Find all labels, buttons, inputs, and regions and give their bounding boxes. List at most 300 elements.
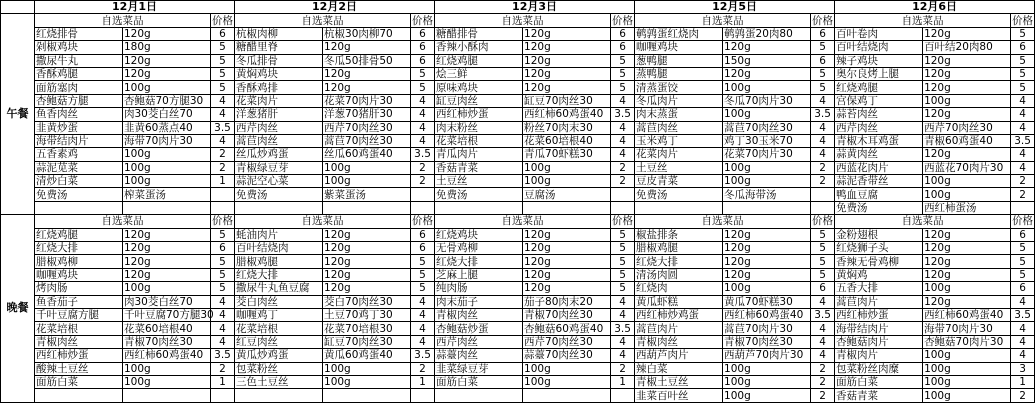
- dish-name: 芝麻上腿: [435, 268, 523, 281]
- dish-portion: 120g: [123, 54, 211, 67]
- dish-portion: 千叶豆腐70方腿30: [124, 309, 214, 322]
- dish-price: 5: [211, 282, 235, 295]
- dish-portion: 杏鲍菇70方腿30: [123, 94, 211, 107]
- dish-portion: 100g: [123, 375, 211, 388]
- dish-portion: 西红柿60鸡蛋40: [523, 108, 611, 121]
- dish-price: 5: [1011, 54, 1035, 67]
- dish-name: 西红柿炒蛋: [35, 349, 123, 362]
- dish-portion: 蒿苣70肉丝30: [723, 121, 811, 134]
- dish-name: 西蓝花肉片: [835, 161, 923, 174]
- dish-portion: 120g: [323, 255, 411, 268]
- empty-cell: [123, 389, 211, 402]
- soup-name: 西红柿蛋汤: [923, 201, 1011, 214]
- dish-price: 4: [1011, 108, 1035, 121]
- dish-name: 土豆丝: [435, 175, 523, 188]
- dish-price: 3.5: [211, 349, 235, 362]
- dish-portion: 100g: [923, 175, 1011, 188]
- dish-name: 红豆肉丝: [235, 335, 323, 348]
- dish-portion: 100g: [123, 362, 211, 375]
- dish-price: 6: [411, 54, 435, 67]
- empty-cell: [611, 201, 635, 214]
- dish-name: 蒜泥空心菜: [235, 175, 323, 188]
- dish-price: 4: [811, 335, 835, 348]
- dish-section-header: 自选菜品: [35, 14, 211, 27]
- day-date-header: 12月2日: [235, 1, 435, 14]
- dish-name: 香酥鸡腿: [35, 67, 123, 80]
- soup-name: 紫菜蛋汤: [323, 188, 411, 201]
- dish-section-header: 自选菜品: [835, 14, 1011, 27]
- dish-name: 蒜薹肉丝: [435, 349, 523, 362]
- dish-name: 青瓜肉片: [435, 148, 523, 161]
- dish-name: 冬瓜肉片: [635, 94, 723, 107]
- dish-portion: 100g: [923, 375, 1011, 388]
- empty-cell: [235, 201, 323, 214]
- dish-price: 3.5: [611, 322, 635, 335]
- dish-section-header: 自选菜品: [635, 215, 811, 228]
- day-date-header: 12月6日: [835, 1, 1035, 14]
- dish-name: 红烧狮子头: [835, 242, 923, 255]
- dish-portion: 西红柿60鸡蛋40: [723, 308, 811, 321]
- dish-price: 6: [1011, 41, 1035, 54]
- dish-price: 4: [211, 134, 235, 147]
- dish-portion: 鸡丁30玉米70: [723, 134, 811, 147]
- dish-name: 面筋白菜: [35, 375, 123, 388]
- dish-name: 红烧肉: [635, 282, 723, 295]
- empty-cell: [211, 188, 235, 201]
- dish-price: 4: [611, 134, 635, 147]
- dish-price: 4: [1011, 161, 1035, 174]
- soup-label: 免费汤: [235, 188, 323, 201]
- dish-name: 杏鲍菇肉片: [835, 335, 923, 348]
- dish-name: 土豆丝: [635, 161, 723, 174]
- dish-portion: 120g: [923, 81, 1011, 94]
- dish-name: 糖醋里脊: [235, 41, 323, 54]
- dish-price: 2: [611, 362, 635, 375]
- dish-name: 杭椒肉柳: [235, 27, 323, 40]
- dish-portion: 丝瓜60鸡蛋40: [323, 148, 411, 161]
- dish-portion: 蒜薹70肉丝30: [523, 349, 611, 362]
- dish-price: 4: [411, 308, 435, 321]
- dish-portion: 120g: [923, 27, 1011, 40]
- dish-price: 3: [1011, 362, 1035, 375]
- dish-price: 4: [811, 134, 835, 147]
- dish-portion: 100g: [723, 161, 811, 174]
- dish-portion: 120g: [123, 67, 211, 80]
- soup-name: 榨菜蛋汤: [123, 188, 211, 201]
- dish-portion: 120g: [723, 228, 811, 241]
- dish-name: 丝瓜炒鸡蛋: [235, 148, 323, 161]
- dish-name: 腊椒鸡柳: [35, 255, 123, 268]
- dish-name: 红烧鸡腿: [835, 81, 923, 94]
- dish-price: 5: [611, 67, 635, 80]
- dish-name: 红烧大排: [35, 242, 123, 255]
- dish-name: 缸豆肉丝: [435, 94, 523, 107]
- dish-name: 蒿苣肉片: [835, 295, 923, 308]
- dish-name: 红烧鸡腿: [435, 54, 523, 67]
- dish-portion: 120g: [323, 67, 411, 80]
- dish-portion: 120g: [523, 282, 611, 295]
- dish-name: 腊椒鸡腿: [635, 242, 723, 255]
- dish-price: 6: [611, 27, 635, 40]
- dish-price: 4: [611, 335, 635, 348]
- dish-price: 5: [211, 54, 235, 67]
- dish-price: 1: [211, 175, 235, 188]
- dish-name: 清炒白菜: [35, 175, 123, 188]
- dish-name: 奥尔良烤上腿: [835, 67, 923, 80]
- dish-name: 红烧排骨: [35, 27, 123, 40]
- dish-price: 4: [811, 295, 835, 308]
- dish-portion: 西红柿60鸡蛋40: [923, 308, 1011, 321]
- dish-portion: 杏鲍菇60鸡蛋40: [523, 322, 611, 335]
- dish-name: 香菇青菜: [435, 161, 523, 174]
- dish-portion: 西蓝花70肉片30: [923, 161, 1011, 174]
- dish-price: 4: [411, 121, 435, 134]
- dish-price: 4: [411, 108, 435, 121]
- empty-cell: [435, 389, 523, 402]
- soup-name: 豆腐汤: [523, 188, 611, 201]
- dish-portion: 茄子80肉末20: [523, 295, 611, 308]
- dish-portion: 海带70肉片30: [923, 322, 1011, 335]
- dish-portion: 百叶结20肉80: [923, 41, 1011, 54]
- dish-name: 原味鸡块: [435, 81, 523, 94]
- dish-portion: 蒿苣70肉片30: [723, 322, 811, 335]
- dish-portion: 青椒70肉丝30: [723, 335, 811, 348]
- dish-name: 无骨鸡柳: [435, 242, 523, 255]
- dish-portion: 土豆70鸡丁30: [323, 308, 411, 321]
- dish-portion: 120g: [523, 81, 611, 94]
- dish-portion: 100g: [923, 282, 1011, 295]
- dish-price: 4: [1011, 322, 1035, 335]
- dish-portion: 100g: [923, 362, 1011, 375]
- dish-portion: 120g: [923, 255, 1011, 268]
- dish-name: 韭黄炒蛋: [35, 121, 123, 134]
- dish-name: 撒尿牛丸鱼豆腐: [235, 282, 323, 295]
- dish-price: 4: [1011, 349, 1035, 362]
- dish-price: 6: [211, 27, 235, 40]
- dish-portion: 黄瓜70虾糕30: [723, 295, 811, 308]
- dish-price: 2: [611, 161, 635, 174]
- dish-price: 5: [611, 228, 635, 241]
- dish-price: 5: [1011, 255, 1035, 268]
- dish-portion: 120g: [923, 268, 1011, 281]
- dish-price: 5: [811, 67, 835, 80]
- dish-price: 3.5: [1011, 134, 1035, 147]
- empty-cell: [211, 201, 235, 214]
- dish-portion: 冬瓜50排骨50: [323, 54, 411, 67]
- dish-price: 6: [411, 27, 435, 40]
- dish-name: 撒尿牛丸: [35, 54, 123, 67]
- dish-portion: 花菜70肉片30: [323, 94, 411, 107]
- dish-section-header: 自选菜品: [635, 14, 811, 27]
- dish-name: 咖喱鸡块: [35, 268, 123, 281]
- price-header: 价格: [212, 215, 233, 228]
- dish-name: 宫保鸡丁: [835, 94, 923, 107]
- dish-portion: 120g: [123, 228, 211, 241]
- dish-name: 茭白肉丝: [235, 295, 323, 308]
- dish-portion: 100g: [723, 175, 811, 188]
- dish-portion: 120g: [923, 108, 1011, 121]
- dish-portion: 花菜60培根40: [523, 134, 611, 147]
- dish-price: 4: [811, 322, 835, 335]
- dish-price: 4: [1011, 148, 1035, 161]
- dish-price: 4: [411, 335, 435, 348]
- dish-portion: 120g: [523, 41, 611, 54]
- dish-name: 黄焖鸡: [835, 268, 923, 281]
- dish-name: 蒜泥苋菜: [35, 161, 123, 174]
- dish-portion: 120g: [523, 228, 611, 241]
- dish-price: 4: [1011, 121, 1035, 134]
- dish-name: 香菇青菜: [835, 389, 923, 402]
- dish-name: 红烧鸡腿: [35, 228, 123, 241]
- dish-portion: 120g: [123, 255, 211, 268]
- dish-price: 2: [811, 375, 835, 388]
- dish-portion: 100g: [123, 81, 211, 94]
- dish-price: 5: [611, 282, 635, 295]
- dish-portion: 120g: [923, 67, 1011, 80]
- dish-price: 3.5: [211, 121, 235, 134]
- price-header: 价格: [1012, 215, 1034, 228]
- dish-portion: 西芹70肉丝30: [523, 335, 611, 348]
- empty-cell: [1011, 201, 1035, 214]
- day-date-header: 12月5日: [635, 1, 835, 14]
- dish-portion: 洋葱70猪肝30: [323, 108, 411, 121]
- dish-name: 黄瓜炒鸡蛋: [235, 349, 323, 362]
- dish-price: 2: [411, 362, 435, 375]
- dish-portion: 120g: [723, 67, 811, 80]
- dish-price: 4: [211, 322, 235, 335]
- dish-price: 2: [811, 362, 835, 375]
- dish-price: 3.5: [411, 349, 435, 362]
- dish-name: 花菜培根: [35, 322, 123, 335]
- empty-cell: [435, 201, 523, 214]
- dish-price: 5: [411, 282, 435, 295]
- price-header: 价格: [612, 14, 634, 27]
- dish-price: 5: [211, 67, 235, 80]
- dish-price: 6: [811, 282, 835, 295]
- dish-price: 4: [611, 148, 635, 161]
- empty-cell: [35, 389, 123, 402]
- dish-name: 蒿苣肉片: [635, 322, 723, 335]
- dish-price: 4: [611, 94, 635, 107]
- dish-portion: 120g: [323, 242, 411, 255]
- empty-cell: [523, 389, 611, 402]
- dish-price: 4: [611, 121, 635, 134]
- dish-name: 红烧大排: [235, 268, 323, 281]
- dish-name: 五香素鸡: [35, 148, 123, 161]
- dish-price: 5: [611, 242, 635, 255]
- dish-price: 2: [211, 362, 235, 375]
- dish-price: 5: [1011, 268, 1035, 281]
- dish-name: 青椒肉丝: [635, 335, 723, 348]
- dish-portion: 西芹70肉丝30: [323, 121, 411, 134]
- dish-portion: 100g: [723, 81, 811, 94]
- dish-portion: 100g: [523, 375, 611, 388]
- dish-portion: 缸豆70肉丝30: [523, 94, 611, 107]
- day-date-header: 12月1日: [35, 1, 235, 14]
- dish-portion: 120g: [323, 81, 411, 94]
- dish-section-header: 自选菜品: [835, 215, 1011, 228]
- dish-name: 红烧大排: [435, 255, 523, 268]
- dish-price: 3.5: [811, 308, 835, 321]
- dish-name: 青椒绿豆芽: [235, 161, 323, 174]
- dish-name: 青椒肉片: [835, 349, 923, 362]
- dish-portion: 120g: [923, 295, 1011, 308]
- dish-price: 6: [411, 41, 435, 54]
- dish-portion: 100g: [723, 282, 811, 295]
- dish-name: 青椒土豆丝: [635, 375, 723, 388]
- dish-name: 五香大排: [835, 282, 923, 295]
- dish-name: 肉末蒸蛋: [635, 108, 723, 121]
- dish-name: 黄瓜虾糕: [635, 295, 723, 308]
- dish-portion: 120g: [323, 228, 411, 241]
- dish-price: 4: [611, 295, 635, 308]
- dish-name: 花菜培根: [235, 322, 323, 335]
- dish-price: 5: [411, 81, 435, 94]
- dish-portion: 100g: [123, 148, 211, 161]
- dish-price: 3.5: [1011, 308, 1035, 321]
- dish-price: 5: [211, 255, 235, 268]
- dish-price: 2: [1011, 188, 1035, 201]
- dish-name: 蒿苣肉丝: [635, 121, 723, 134]
- dish-name: 西芹肉丝: [835, 121, 923, 134]
- dish-price: 5: [211, 41, 235, 54]
- dish-name: 纯肉肠: [435, 282, 523, 295]
- dish-name: 包菜粉丝: [235, 362, 323, 375]
- dish-portion: 100g: [523, 175, 611, 188]
- dish-portion: 花菜60培根40: [123, 322, 211, 335]
- dish-name: 西红柿炒蛋: [435, 108, 523, 121]
- dish-name: 酸辣土豆丝: [35, 362, 123, 375]
- price-header: 价格: [412, 14, 434, 27]
- dish-name: 葱鸭腿: [635, 54, 723, 67]
- dish-price: 6: [611, 41, 635, 54]
- dish-name: 三色土豆丝: [235, 375, 323, 388]
- dish-portion: 缸豆70肉丝30: [323, 335, 411, 348]
- dish-portion: 120g: [523, 268, 611, 281]
- dish-price: 5: [1011, 27, 1035, 40]
- dish-section-header: 自选菜品: [235, 215, 411, 228]
- empty-cell: [323, 201, 411, 214]
- soup-label: 免费汤: [35, 188, 123, 201]
- price-header: 价格: [812, 215, 834, 228]
- dish-price: 4: [411, 295, 435, 308]
- dish-price: 5: [1011, 67, 1035, 80]
- dish-portion: 150g: [723, 54, 811, 67]
- dish-name: 蒜黄肉丝: [835, 148, 923, 161]
- dish-price: 1: [611, 375, 635, 388]
- dish-name: 清汤肉圆: [635, 268, 723, 281]
- dish-price: 2: [211, 161, 235, 174]
- dish-portion: 100g: [123, 161, 211, 174]
- dish-price: 5: [811, 41, 835, 54]
- dish-portion: 鹌鹑蛋20肉80: [723, 27, 811, 40]
- dish-price: 5: [811, 255, 835, 268]
- dish-price: 4: [211, 108, 235, 121]
- dish-portion: 青椒70肉丝30: [523, 308, 611, 321]
- dish-name: 冬瓜排骨: [235, 54, 323, 67]
- dish-price: 3.5: [611, 108, 635, 121]
- dish-name: 青椒木耳鸡蛋: [835, 134, 923, 147]
- dish-price: 5: [1011, 81, 1035, 94]
- dish-name: 百叶结烧肉: [235, 242, 323, 255]
- dish-price: 6: [811, 54, 835, 67]
- dish-portion: 花菜70肉片30: [723, 148, 811, 161]
- dish-name: 肉末茄子: [435, 295, 523, 308]
- dish-price: 5: [211, 81, 235, 94]
- dish-price: 1: [211, 375, 235, 388]
- dish-price: 2: [1011, 175, 1035, 188]
- dish-name: 百叶结烧肉: [835, 41, 923, 54]
- dish-name: 面筋塞肉: [35, 81, 123, 94]
- dish-portion: 茭白70肉丝30: [323, 295, 411, 308]
- dinner-meal-label: 晚餐: [1, 215, 35, 402]
- dish-portion: 120g: [323, 268, 411, 281]
- dish-price: 4: [811, 148, 835, 161]
- dish-name: 辣白菜: [635, 362, 723, 375]
- dish-portion: 100g: [923, 349, 1011, 362]
- dish-name: 面筋白菜: [835, 375, 923, 388]
- dish-name: 青椒肉丝: [435, 308, 523, 321]
- dish-portion: 韭黄60蒸点40: [123, 121, 211, 134]
- dish-name: 杏鲍菇炒蛋: [435, 322, 523, 335]
- dish-name: 韭菜绿豆芽: [435, 362, 523, 375]
- dish-portion: 120g: [123, 268, 211, 281]
- dish-portion: 100g: [923, 188, 1011, 201]
- dish-portion: 120g: [123, 242, 211, 255]
- dish-portion: 100g: [323, 375, 411, 388]
- dish-name: 鸭血豆腐: [835, 188, 923, 201]
- price-header: 价格: [412, 215, 434, 228]
- dish-name: 红烧大排: [635, 255, 723, 268]
- empty-cell: [611, 389, 635, 402]
- dish-name: 咖喱鸡块: [635, 41, 723, 54]
- dish-price: 4: [611, 308, 635, 321]
- dish-price: 4: [211, 295, 235, 308]
- dish-name: 玉米鸡丁: [635, 134, 723, 147]
- dish-name: 糖醋排骨: [435, 27, 523, 40]
- dish-price: 5: [811, 242, 835, 255]
- dish-name: 花菜肉片: [635, 148, 723, 161]
- dish-portion: 青瓜70虾糕30: [523, 148, 611, 161]
- empty-cell: [411, 389, 435, 402]
- dish-price: 5: [611, 54, 635, 67]
- dish-name: 蒿苣肉丝: [235, 134, 323, 147]
- dish-portion: 黄瓜60鸡蛋40: [323, 349, 411, 362]
- dish-portion: 120g: [923, 228, 1011, 241]
- dish-portion: 100g: [523, 362, 611, 375]
- dish-price: 4: [1011, 94, 1035, 107]
- empty-cell: [523, 201, 611, 214]
- soup-label: 免费汤: [835, 201, 923, 214]
- dish-portion: 120g: [523, 54, 611, 67]
- dish-name: 杏鲍菇方腿: [35, 94, 123, 107]
- dish-portion: 西葫芦70肉片30: [723, 349, 811, 362]
- dish-portion: 120g: [323, 282, 411, 295]
- empty-cell: [123, 201, 211, 214]
- empty-cell: [723, 201, 811, 214]
- dish-portion: 西红柿60鸡蛋40: [123, 349, 211, 362]
- dish-price: 5: [811, 228, 835, 241]
- dish-portion: 青椒70肉丝30: [123, 335, 211, 348]
- dish-portion: 花菜70培根30: [323, 322, 411, 335]
- dish-name: 剁椒鸡块: [35, 41, 123, 54]
- dish-portion: 120g: [723, 255, 811, 268]
- empty-cell: [811, 188, 835, 201]
- dish-price: 4: [211, 308, 235, 321]
- dish-price: 5: [211, 228, 235, 241]
- dish-name: 红烧鸡块: [435, 228, 523, 241]
- dish-portion: 蒿苣70肉丝30: [323, 134, 411, 147]
